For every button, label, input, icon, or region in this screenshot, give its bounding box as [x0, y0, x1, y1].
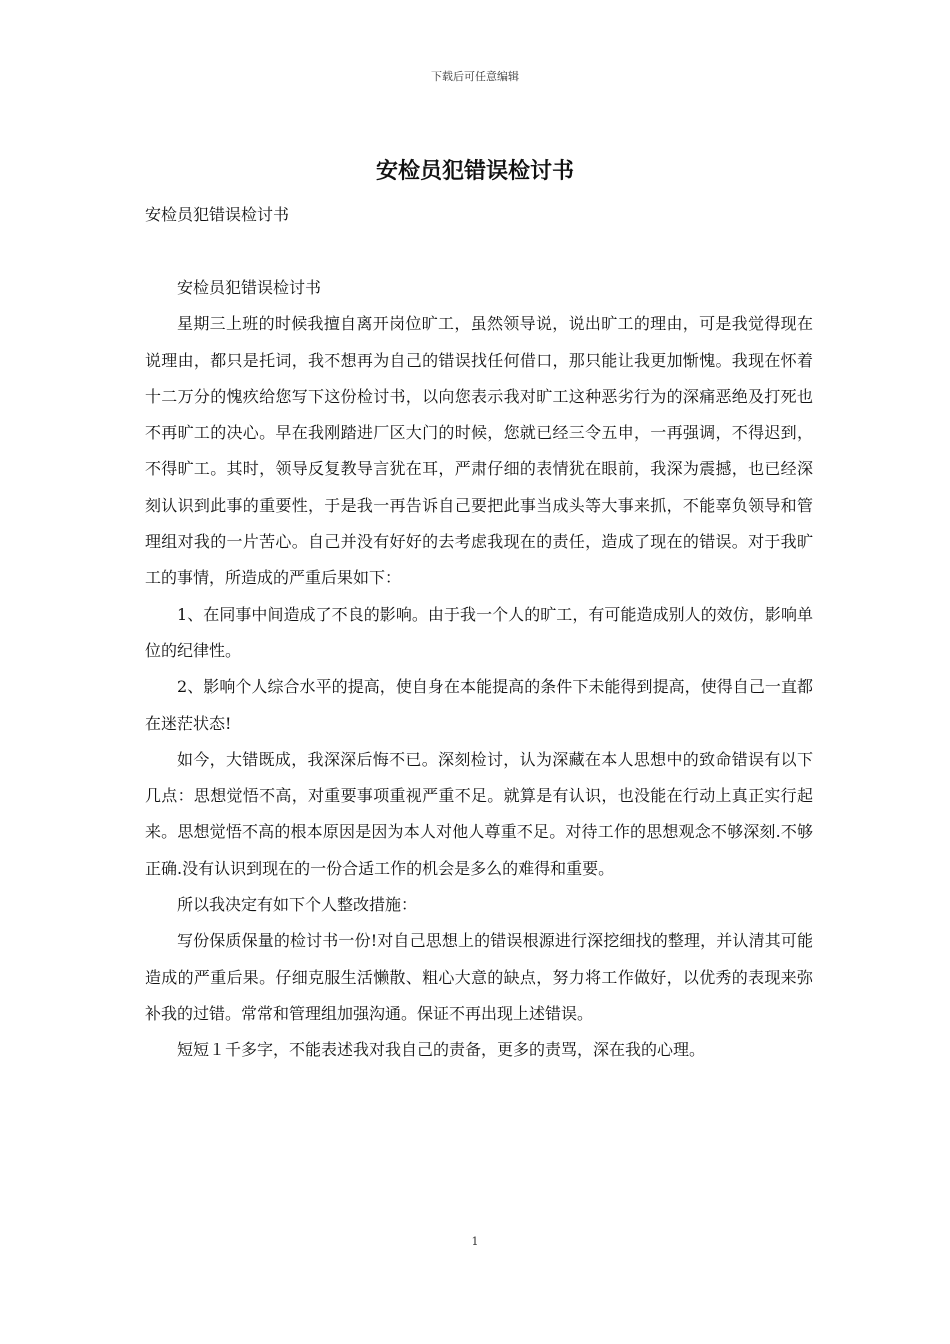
page-header-note: 下载后可任意编辑 [431, 70, 519, 83]
body-paragraph: 短短１千多字，不能表述我对我自己的责备，更多的责骂，深在我的心理。 [177, 1040, 706, 1060]
page-number: 1 [471, 1235, 479, 1248]
document-subtitle: 安检员犯错误检讨书 [145, 205, 290, 224]
body-paragraph: 2、影响个人综合水平的提高，使自身在本能提高的条件下未能得到提高，使得自己一直都在迷茫状态! [145, 677, 813, 733]
body-paragraph: 所以我决定有如下个人整改措施： [177, 895, 418, 915]
body-paragraph: 如今，大错既成，我深深后悔不已。深刻检讨，认为深藏在本人思想中的致命错误有以下几点：思想觉悟不高，对重要事项重视严重不足。就算是有认识，也没能在行动上真正实行起来。思想觉悟不高的根本原因是因为本人对他人尊重不足。对待工作的思想观念不够深刻.不够正确.没有认识到现在的一份合适工作的机会是多么的难得和重要。 [145, 749, 813, 878]
document-body [145, 270, 813, 1069]
body-paragraph: 写份保质保量的检讨书一份!对自己思想上的错误根源进行深挖细找的整理，并认清其可能造成的严重后果。仔细克服生活懒散、粗心大意的缺点，努力将工作做好，以优秀的表现来弥补我的过错。常常和管理组加强沟通。保证不再出现上述错误。 [145, 931, 813, 1023]
document-title: 安检员犯错误检讨书 [375, 158, 574, 184]
body-paragraph: 星期三上班的时候我擅自离开岗位旷工，虽然领导说，说出旷工的理由，可是我觉得现在说理由，都只是托词，我不想再为自己的错误找任何借口，那只能让我更加惭愧。我现在怀着十二万分的愧疚给您写下这份检讨书，以向您表示我对旷工这种恶劣行为的深痛恶绝及打死也不再旷工的决心。早在我刚踏进厂区大门的时候，您就已经三令五申，一再强调，不得迟到，不得旷工。其时，领导反复教导言犹在耳，严肃仔细的表情犹在眼前，我深为震撼，也已经深刻认识到此事的重要性，于是我一再告诉自己要把此事当成头等大事来抓，不能辜负领导和管理组对我的一片苦心。自己并没有好好的去考虑我现在的责任，造成了现在的错误。对于我旷工的事情，所造成的严重后果如下： [145, 314, 813, 588]
body-paragraph: 安检员犯错误检讨书 [177, 278, 322, 297]
body-paragraph: 1、在同事中间造成了不良的影响。由于我一个人的旷工，有可能造成别人的效仿，影响单位的纪律性。 [145, 604, 813, 660]
